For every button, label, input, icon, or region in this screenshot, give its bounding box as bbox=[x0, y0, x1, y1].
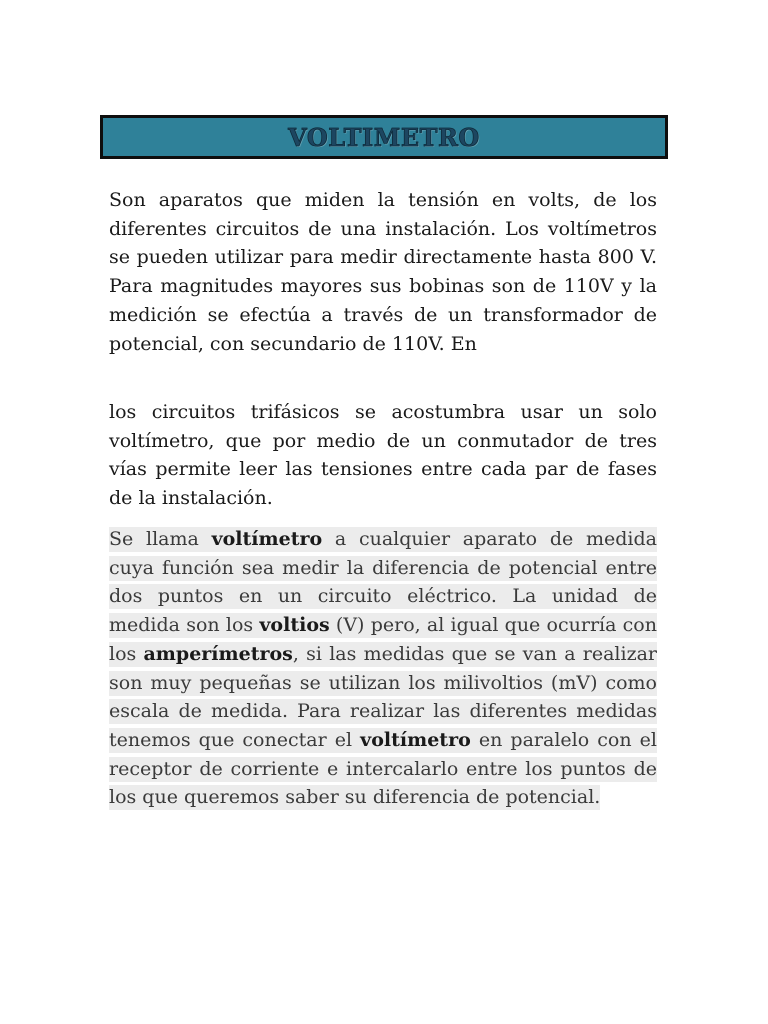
paragraph-three-phase: los circuitos trifásicos se acostumbra usar un solo voltímetro, que por medio de un conmutador de tres vías permite leer las tensiones entre cada par de fases de la instalación. bbox=[109, 401, 657, 510]
text-segment: en paralelo con el receptor de corriente e intercalarlo entre los puntos de los que queremos saber su diferencia de potencial. bbox=[109, 728, 657, 809]
bold-term-voltimetro: voltímetro bbox=[211, 528, 323, 550]
text-segment: a cualquier aparato de medida cuya función sea medir la diferencia de potencial entre dos puntos en un circuito eléctrico. La unidad de medida son los bbox=[109, 528, 657, 637]
bold-term-voltimetro: voltímetro bbox=[360, 728, 471, 751]
bold-term-amperimetros: amperímetros bbox=[143, 642, 293, 665]
text-segment: (V) pero, al igual que ocurría con los bbox=[109, 614, 657, 665]
text-segment: Se llama bbox=[109, 528, 212, 550]
text-segment: , si las medidas que se van a realizar son muy pequeñas se utilizan los milivoltios (mV) como escala de medida. Para realizar las diferentes medidas tenemos que conectar el bbox=[109, 642, 657, 751]
bold-term-voltios: voltios bbox=[259, 614, 330, 637]
document-title: VOLTIMETRO bbox=[288, 122, 480, 152]
paragraph-definition bbox=[109, 525, 657, 812]
paragraph-intro: Son aparatos que miden la tensión en volts, de los diferentes circuitos de una instalación. Los voltímetros se pueden utilizar para medir directamente hasta 800 V. Para magnitudes mayores sus bobinas son de 110V y la medición se efectúa a través de un transformador de potencial, con secundario de 110V. En bbox=[109, 189, 657, 355]
highlighted-text bbox=[109, 527, 657, 810]
title-banner bbox=[100, 115, 668, 159]
